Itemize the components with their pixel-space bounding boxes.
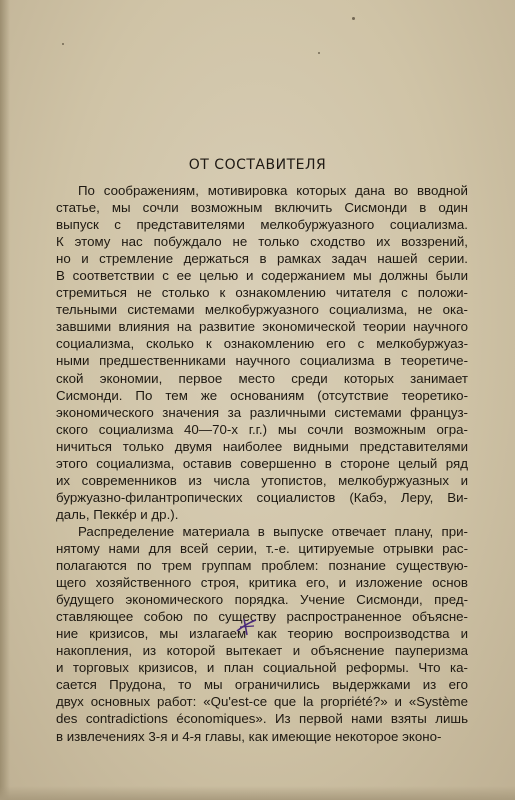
text-line: К этому нас побуждало не только сходство их воззрений, xyxy=(56,234,468,250)
text-line: будущего экономического порядка. Учение Сисмонди, пред- xyxy=(56,592,468,608)
text-line: В соответствии с ее целью и содержанием мы должны были xyxy=(56,268,468,284)
page-left-shadow xyxy=(0,0,10,800)
text-line: сается Прудона, то мы ограничились выдержками из его xyxy=(56,677,468,693)
text-line: выпуск с представителями мелкобуржуазного социализма. xyxy=(56,217,468,233)
text-line: тельными системами мелкобуржуазного социализма, не ока- xyxy=(56,302,468,318)
text-line: социализма, сколько к ознакомлению его с мелкобуржуаз- xyxy=(56,336,468,352)
text-line: завшими влияния на развитие экономической теории научного xyxy=(56,319,468,335)
text-line: По соображениям, мотивировка которых дана во вводной xyxy=(78,183,468,198)
text-line: буржуазно-филантропических социалистов (Кабэ, Леру, Ви- xyxy=(56,489,468,505)
text-line: их современников из числа утопистов, мелкобуржуазных и xyxy=(56,472,468,488)
text-line: ского социализма 40—70-х г.г.) мы сочли возможным огра- xyxy=(56,421,468,437)
text-line: в извлечениях 3-я и 4-я главы, как имеющие некоторое эконо- xyxy=(56,728,442,744)
text-line: ставляющее собою по существу распространенное объясне- xyxy=(56,609,468,625)
text-line: ской экономии, первое место среди которых занимает xyxy=(56,370,468,386)
text-line: Распределение материала в выпуске отвечает плану, при- xyxy=(78,523,468,539)
text-line: Сисмонди. По тем же основаниям (отсутствие теоретико- xyxy=(56,387,468,403)
text-line: двух основных работ: «Qu'est-ce que la propriété?» и «Système xyxy=(56,694,468,710)
text-line: ничиться только двумя наиболее видными представителями xyxy=(56,438,468,454)
paper-speck xyxy=(318,52,320,54)
section-title: ОТ СОСТАВИТЕЛЯ xyxy=(188,157,327,173)
text-line: полагаются по трем группам проблем: познание существую- xyxy=(56,558,468,574)
text-line: этого социализма, оставив совершенно в стороне целый ряд xyxy=(56,455,468,471)
text-line: экономического значения за различными системами француз- xyxy=(56,404,468,420)
text-line: des contradictions économiques». Из первой нами взяты лишь xyxy=(56,711,468,727)
text-line: ными предшественниками научного социализма в теоретиче- xyxy=(56,353,468,369)
text-line: даль, Пеккéр и др.). xyxy=(56,506,179,522)
text-line: но и стремление держаться в рамках задач нашей серии. xyxy=(56,251,468,267)
body-text xyxy=(56,182,468,745)
text-line: ние кризисов, мы излагаем как теорию воспроизводства и xyxy=(56,626,468,642)
paper-speck xyxy=(352,17,355,20)
handwritten-pen-mark xyxy=(234,617,260,637)
page-bottom-shadow xyxy=(0,786,515,800)
text-line: стремиться не столько к ознакомлению читателя с положи- xyxy=(56,285,468,301)
text-line: и торговых кризисов, и план социальной реформы. Что ка- xyxy=(56,660,468,676)
paper-speck xyxy=(62,43,64,45)
text-line: накопления, из которой вытекает и объяснение пауперизма xyxy=(56,643,468,659)
text-line: щего хозяйственного строя, критика его, и изложение основ xyxy=(56,575,468,591)
text-line: статье, мы сочли возможным включить Сисмонди в один xyxy=(56,200,468,216)
text-line: нятому нами для всей серии, т.-е. цитируемые отрывки рас- xyxy=(56,540,468,556)
